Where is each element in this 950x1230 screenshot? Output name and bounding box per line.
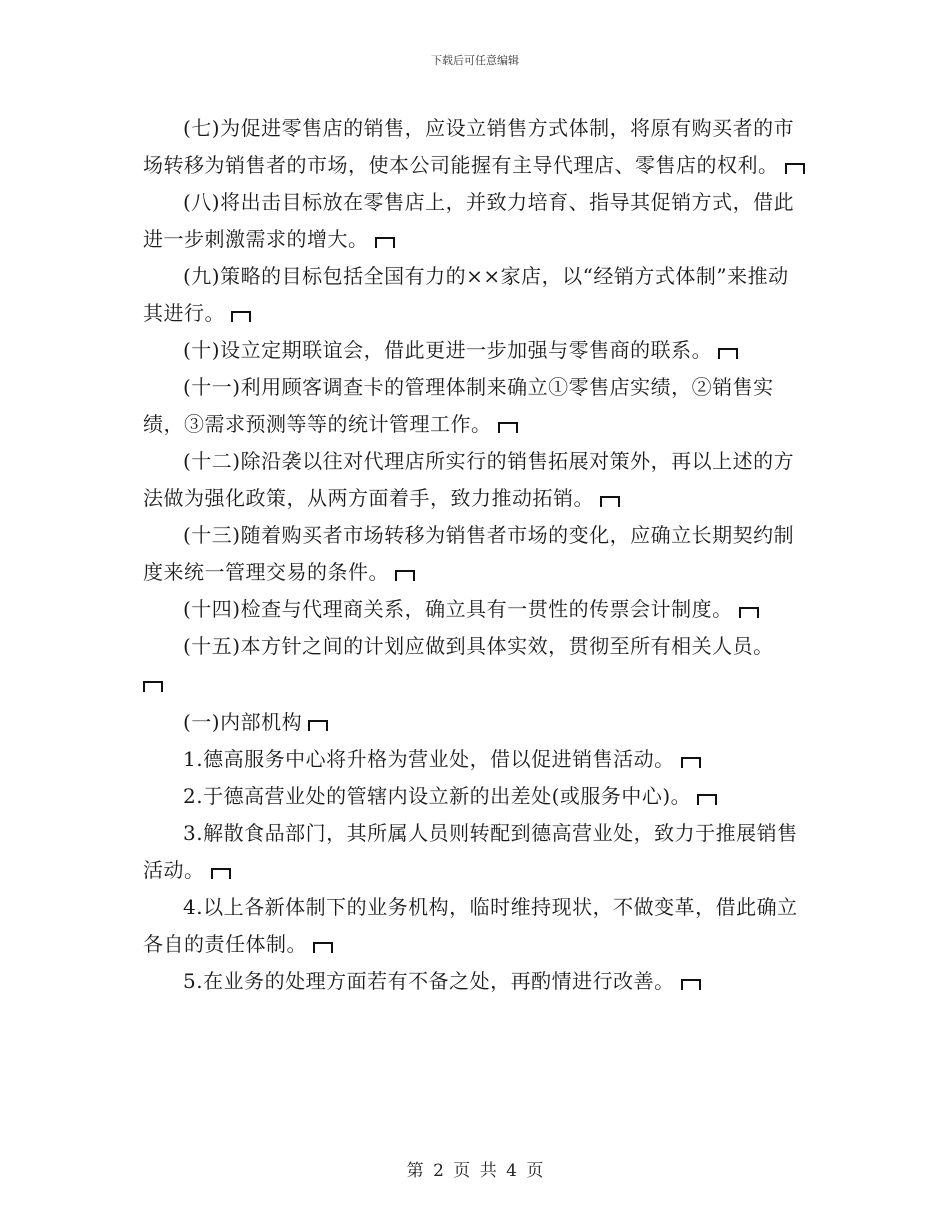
paragraph-11 xyxy=(143,369,808,443)
paragraph-10 xyxy=(143,332,808,369)
paragraph-12 xyxy=(143,443,808,517)
paragraph-text: (八)将出击目标放在零售店上，并致力培育、指导其促销方式，借此进一步刺激需求的增大。 xyxy=(143,190,795,251)
document-body xyxy=(143,110,808,1000)
paragraph-mark-icon xyxy=(785,163,805,174)
page-number-footer: 第 2 页 共 4 页 xyxy=(406,1161,544,1181)
paragraph-9 xyxy=(143,258,808,332)
paragraph-text: (七)为促进零售店的销售，应设立销售方式体制，将原有购买者的市场转移为销售者的市场，使本公司能握有主导代理店、零售店的权利。 xyxy=(143,116,795,177)
paragraph-text: 5.在业务的处理方面若有不备之处，再酌情进行改善。 xyxy=(183,969,675,993)
paragraph-mark-icon xyxy=(697,794,717,805)
paragraph-mark-icon xyxy=(395,570,415,581)
paragraph-text: (十三)随着购买者市场转移为销售者市场的变化，应确立长期契约制度来统一管理交易的条件。 xyxy=(143,523,795,584)
list-item-5 xyxy=(143,963,808,1000)
section-internal-org xyxy=(143,704,808,741)
paragraph-mark-icon xyxy=(498,422,518,433)
paragraph-mark-icon xyxy=(231,311,251,322)
paragraph-15 xyxy=(143,628,808,665)
paragraph-mark-icon xyxy=(143,681,163,692)
paragraph-mark-icon xyxy=(681,979,701,990)
paragraph-mark-icon xyxy=(718,348,738,359)
paragraph-14 xyxy=(143,591,808,628)
page-header: 下载后可任意编辑 xyxy=(431,54,519,67)
paragraph-text: (十二)除沿袭以往对代理店所实行的销售拓展对策外，再以上述的方法做为强化政策，从两方面着手，致力推动拓销。 xyxy=(143,449,795,510)
paragraph-7 xyxy=(143,110,808,184)
paragraph-mark-icon xyxy=(308,720,328,731)
paragraph-mark-icon xyxy=(375,237,395,248)
paragraph-mark-icon xyxy=(313,942,333,953)
paragraph-text: 1.德高服务中心将升格为营业处，借以促进销售活动。 xyxy=(183,747,675,771)
paragraph-mark-icon xyxy=(739,607,759,618)
paragraph-15-mark-line xyxy=(143,665,808,702)
paragraph-mark-icon xyxy=(681,757,701,768)
paragraph-13 xyxy=(143,517,808,591)
list-item-2 xyxy=(143,778,808,815)
list-item-3 xyxy=(143,815,808,889)
paragraph-8 xyxy=(143,184,808,258)
paragraph-text: (十五)本方针之间的计划应做到具体实效，贯彻至所有相关人员。 xyxy=(183,634,774,658)
paragraph-mark-icon xyxy=(211,868,231,879)
paragraph-text: 4.以上各新体制下的业务机构，临时维持现状，不做变革，借此确立各自的责任体制。 xyxy=(143,895,798,956)
paragraph-text: (十)设立定期联谊会，借此更进一步加强与零售商的联系。 xyxy=(183,338,713,362)
paragraph-text: (一)内部机构 xyxy=(183,710,303,734)
paragraph-text: 3.解散食品部门，其所属人员则转配到德高营业处，致力于推展销售活动。 xyxy=(143,821,798,882)
paragraph-text: 2.于德高营业处的管辖内设立新的出差处(或服务中心)。 xyxy=(183,784,692,808)
paragraph-text: (十四)检查与代理商关系，确立具有一贯性的传票会计制度。 xyxy=(183,597,733,621)
paragraph-mark-icon xyxy=(600,496,620,507)
list-item-4 xyxy=(143,889,808,963)
paragraph-text: (九)策略的目标包括全国有力的××家店，以“经销方式体制”来推动其进行。 xyxy=(143,264,789,325)
paragraph-text: (十一)利用顾客调查卡的管理体制来确立①零售店实绩，②销售实绩，③需求预测等等的统计管理工作。 xyxy=(143,375,774,436)
list-item-1 xyxy=(143,741,808,778)
